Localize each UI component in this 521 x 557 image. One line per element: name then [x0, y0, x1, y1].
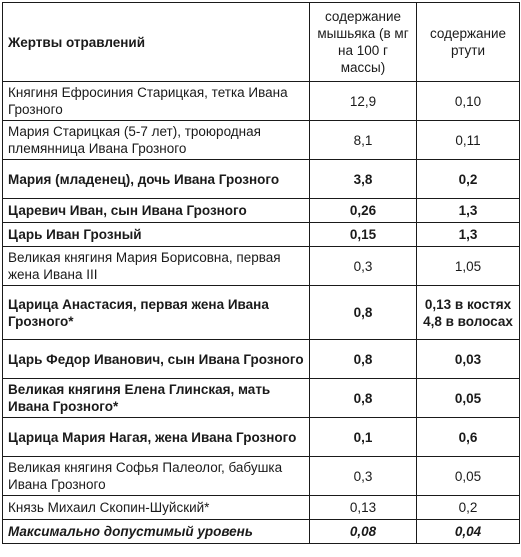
table-row	[3, 82, 520, 121]
arsenic-cell: 3,8	[310, 160, 417, 199]
mercury-cell: 0,2	[417, 496, 520, 520]
arsenic-cell: 0,8	[310, 286, 417, 340]
victim-name-cell: Мария Старицкая (5-7 лет), троюродная племянница Ивана Грозного	[3, 121, 310, 160]
arsenic-cell: 12,9	[310, 82, 417, 121]
mercury-cell: 0,03	[417, 340, 520, 379]
arsenic-cell: 0,3	[310, 247, 417, 286]
table-body	[3, 82, 520, 520]
arsenic-cell: 8,1	[310, 121, 417, 160]
table-row	[3, 160, 520, 199]
arsenic-cell: 0,8	[310, 340, 417, 379]
victim-name-cell: Царица Мария Нагая, жена Ивана Грозного	[3, 418, 310, 457]
max-level-label: Максимально допустимый уровень	[3, 520, 310, 544]
header-victims: Жертвы отравлений	[3, 3, 310, 82]
mercury-cell: 0,05	[417, 379, 520, 418]
header-arsenic: содержание мышьяка (в мг на 100 г массы)	[310, 3, 417, 82]
table-row	[3, 199, 520, 223]
max-level-row	[3, 520, 520, 544]
mercury-cell: 0,11	[417, 121, 520, 160]
arsenic-cell: 0,3	[310, 457, 417, 496]
header-mercury: содержание ртути	[417, 3, 520, 82]
victim-name-cell: Княгиня Ефросиния Старицкая, тетка Ивана Грозного	[3, 82, 310, 121]
mercury-cell: 0,10	[417, 82, 520, 121]
victim-name-cell: Великая княгиня Мария Борисовна, первая жена Ивана III	[3, 247, 310, 286]
mercury-cell: 0,6	[417, 418, 520, 457]
victim-name-cell: Князь Михаил Скопин-Шуйский*	[3, 496, 310, 520]
arsenic-cell: 0,1	[310, 418, 417, 457]
arsenic-cell: 0,26	[310, 199, 417, 223]
victim-name-cell: Великая княгиня Софья Палеолог, бабушка Ивана Грозного	[3, 457, 310, 496]
table-row	[3, 223, 520, 247]
table-row	[3, 418, 520, 457]
arsenic-cell: 0,15	[310, 223, 417, 247]
max-level-mercury: 0,04	[417, 520, 520, 544]
header-row	[3, 3, 520, 82]
victim-name-cell: Царь Иван Грозный	[3, 223, 310, 247]
arsenic-cell: 0,13	[310, 496, 417, 520]
mercury-cell: 0,13 в костях 4,8 в волосах	[417, 286, 520, 340]
table-row	[3, 496, 520, 520]
table-row	[3, 247, 520, 286]
victim-name-cell: Великая княгиня Елена Глинская, мать Ивана Грозного*	[3, 379, 310, 418]
poisoning-table	[2, 2, 520, 544]
victim-name-cell: Мария (младенец), дочь Ивана Грозного	[3, 160, 310, 199]
table-row	[3, 121, 520, 160]
table-row	[3, 379, 520, 418]
table-row	[3, 340, 520, 379]
table-row	[3, 457, 520, 496]
mercury-cell: 0,05	[417, 457, 520, 496]
victim-name-cell: Царь Федор Иванович, сын Ивана Грозного	[3, 340, 310, 379]
max-level-arsenic: 0,08	[310, 520, 417, 544]
victim-name-cell: Царевич Иван, сын Ивана Грозного	[3, 199, 310, 223]
mercury-cell: 1,05	[417, 247, 520, 286]
victim-name-cell: Царица Анастасия, первая жена Ивана Грозного*	[3, 286, 310, 340]
arsenic-cell: 0,8	[310, 379, 417, 418]
mercury-cell: 0,2	[417, 160, 520, 199]
table-row	[3, 286, 520, 340]
mercury-cell: 1,3	[417, 199, 520, 223]
mercury-cell: 1,3	[417, 223, 520, 247]
